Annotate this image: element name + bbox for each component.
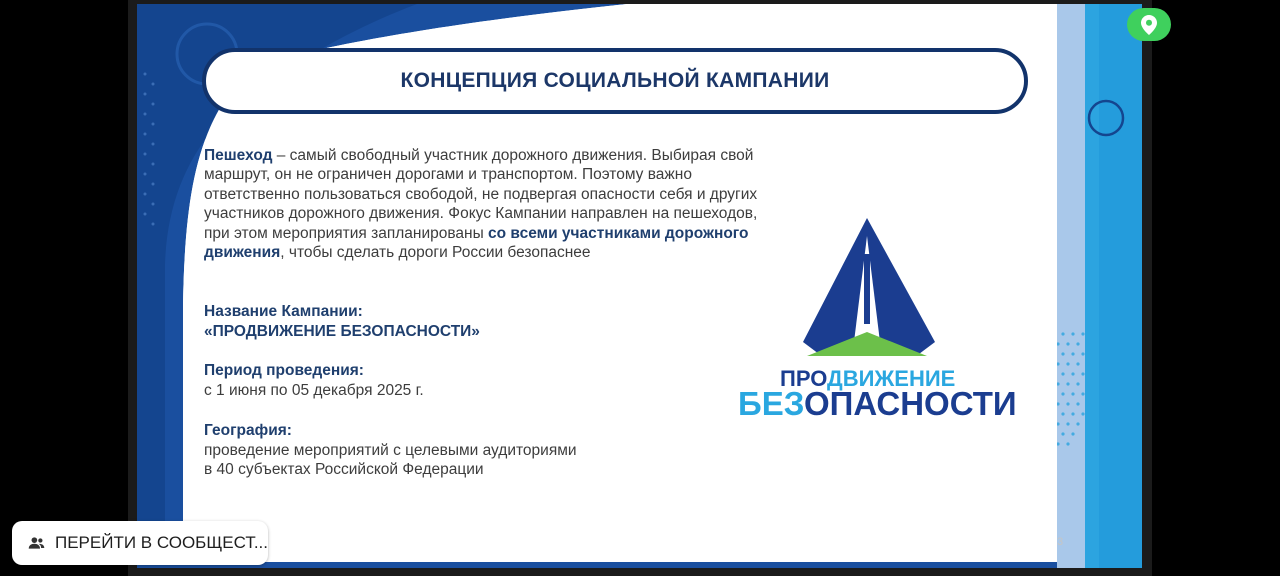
intro-bold-start: Пешеход bbox=[204, 147, 273, 164]
period-value: с 1 июня по 05 декабря 2025 г. bbox=[204, 381, 424, 399]
map-pin-icon bbox=[1141, 15, 1157, 35]
geography-heading: География: bbox=[204, 422, 292, 439]
go-to-community-button[interactable] bbox=[12, 521, 268, 565]
campaign-name-heading: Название Кампании: bbox=[204, 303, 363, 320]
period-heading: Период проведения: bbox=[204, 362, 364, 379]
users-icon bbox=[28, 534, 45, 552]
location-button[interactable] bbox=[1127, 8, 1171, 41]
logo-wordmark-line-1: ПРОДВИЖЕНИЕ bbox=[780, 366, 956, 391]
period-section bbox=[204, 361, 424, 400]
campaign-name-section bbox=[204, 302, 480, 341]
geography-section bbox=[204, 421, 577, 480]
intro-bold-mid: со всеми участниками дорожного движения bbox=[204, 224, 749, 262]
intro-text-2: , чтобы сделать дороги России безопаснее bbox=[280, 244, 591, 262]
campaign-name-value: «ПРОДВИЖЕНИЕ БЕЗОПАСНОСТИ» bbox=[204, 322, 480, 340]
logo-wordmark-line-2: БЕЗОПАСНОСТИ bbox=[738, 385, 1017, 422]
community-button-label: ПЕРЕЙТИ В СООБЩЕСТ... bbox=[54, 533, 268, 552]
geography-line-2: в 40 субъектах Российской Федерации bbox=[204, 461, 484, 479]
intro-paragraph bbox=[204, 146, 784, 262]
slide-title: КОНЦЕПЦИЯ СОЦИАЛЬНОЙ КАМПАНИИ bbox=[400, 69, 830, 92]
intro-text-1: – самый свободный участник дорожного движения. Выбирая свой маршрут, он не ограничен дорогами и транспортом. Поэтому важно ответственно пользоваться свободой, не подвергая опасности себя и других участников дорожного движения. Фокус Кампании направлен на пешеходов, при этом мероприятия запланированы bbox=[204, 147, 758, 242]
presentation-slide bbox=[137, 4, 1142, 568]
slide-title-pill bbox=[202, 48, 1028, 114]
page-number: 3 bbox=[1057, 536, 1064, 548]
geography-line-1: проведение мероприятий с целевыми аудиториями bbox=[204, 441, 577, 459]
